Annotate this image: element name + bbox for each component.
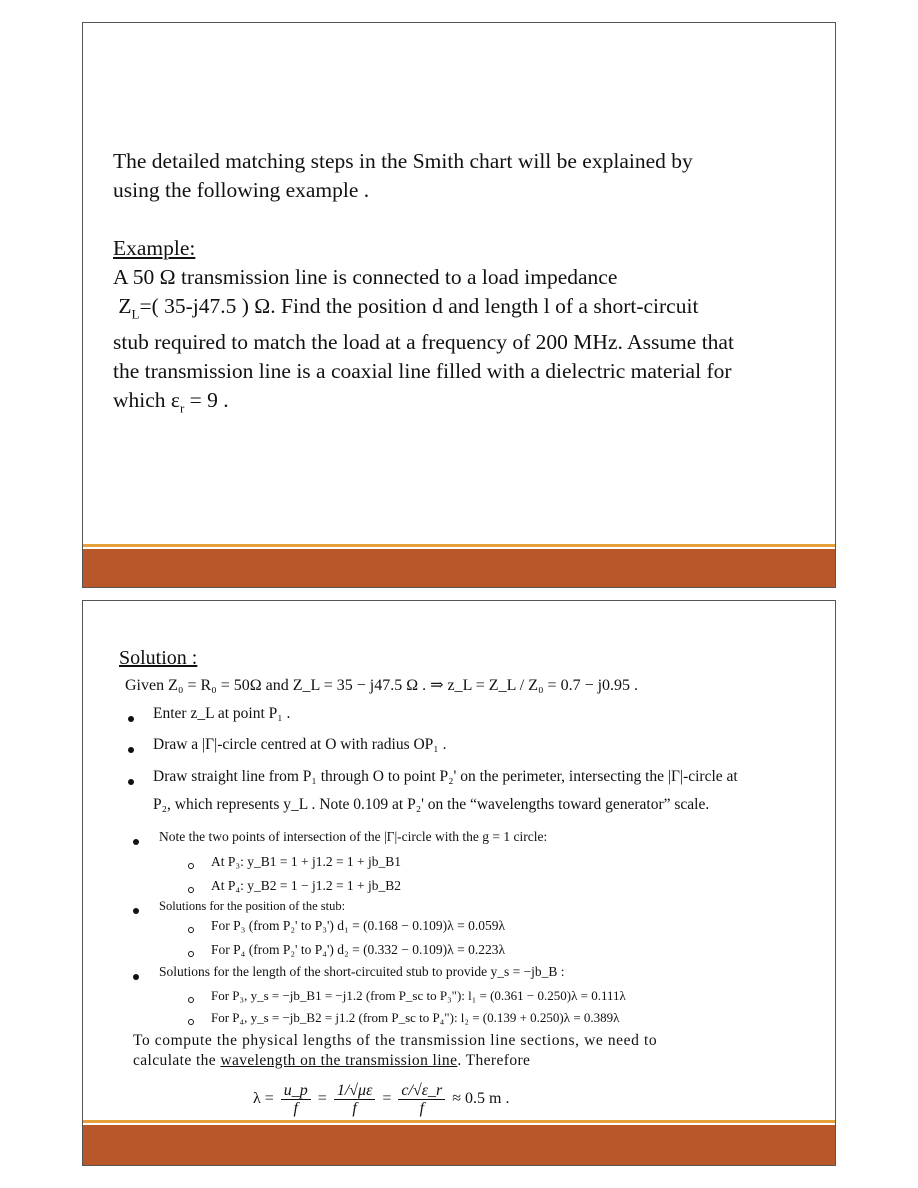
- lambda-equation: λ = $\frac{u\_p}{f}$ = $\frac{1/√\mu\varepsilon}{f}$ = $\frac{c/√\varepsilon\_r}{f}$ ≈ 0.5 m .: [253, 1082, 510, 1117]
- sub-bullet-icon: [188, 997, 194, 1003]
- example-line-5-value: = 9 .: [184, 388, 229, 413]
- sub-bullet-icon: [188, 863, 194, 869]
- bullet-5-sub-1: For P₃ (from P₂' to P₃') d₁ = (0.168 − 0.109)λ = 0.059λ: [211, 918, 506, 933]
- example-line-2: [113, 292, 813, 328]
- slide-2-footer-bar: [83, 1125, 835, 1165]
- fraction-2: [334, 1082, 376, 1117]
- example-heading: Example:: [113, 236, 196, 260]
- footer-stripe: [83, 1120, 835, 1123]
- bullet-icon: [128, 779, 134, 785]
- eq-result: ≈ 0.5 m .: [452, 1090, 510, 1108]
- example-line-3: stub required to match the load at a frequency of 200 MHz. Assume that: [113, 330, 734, 355]
- frac-3-num: c/√ε_r: [398, 1082, 445, 1100]
- paragraph-line-1: To compute the physical lengths of the transmission line sections, we need to: [133, 1032, 658, 1049]
- fraction-3: [398, 1082, 445, 1117]
- epsilon-subscript: r: [179, 400, 185, 416]
- sub-bullet-icon: [188, 1019, 194, 1025]
- bullet-4-sub-2: At P₄: y_B2 = 1 − j1.2 = 1 + jb_B2: [211, 878, 402, 893]
- bullet-4-sub-1: At P₃: y_B1 = 1 + j1.2 = 1 + jb_B1: [211, 854, 402, 869]
- slide-1-body: [113, 147, 813, 423]
- sub-bullet-icon: [188, 927, 194, 933]
- paragraph-line-2-pre: calculate the: [133, 1052, 221, 1069]
- bullet-3-line-2: P₂, which represents y_L . Note 0.109 at P₂' on the “wavelengths toward generator” scale.: [153, 796, 710, 813]
- example-line-1: A 50 Ω transmission line is connected to a load impedance: [113, 265, 618, 289]
- paragraph-line-2: [133, 1052, 530, 1070]
- frac-1-den: f: [293, 1100, 298, 1117]
- wavelength-underlined: wavelength on the transmission line: [220, 1052, 458, 1069]
- frac-3-den: f: [419, 1100, 425, 1117]
- given-line: Given Z₀ = R₀ = 50Ω and Z_L = 35 − j47.5 Ω . ⇒ z_L = Z_L / Z₀ = 0.7 − j0.95 .: [125, 677, 639, 694]
- footer-stripe: [83, 544, 835, 547]
- slide-1-footer-bar: [83, 549, 835, 587]
- bullet-1: Enter z_L at point P₁ .: [153, 705, 291, 722]
- paragraph-line-2-post: . Therefore: [457, 1052, 531, 1069]
- bullet-6-sub-1: For P₃, y_s = −jb_B1 = −j1.2 (from P_sc to P₃"): l₁ = (0.361 − 0.250)λ = 0.111λ: [211, 988, 626, 1003]
- sub-bullet-icon: [188, 887, 194, 893]
- bullet-6: Solutions for the length of the short-circuited stub to provide y_s = −jb_B :: [159, 964, 565, 979]
- frac-1-num: u_p: [281, 1082, 311, 1100]
- slide-1: [82, 22, 836, 588]
- eq-lambda: λ =: [253, 1090, 274, 1108]
- example-line-5: [113, 386, 813, 422]
- frac-2-den: f: [352, 1100, 357, 1117]
- bullet-6-sub-2: For P₄, y_s = −jb_B2 = j1.2 (from P_sc to P₄"): l₂ = (0.139 + 0.250)λ = 0.389λ: [211, 1010, 620, 1025]
- zl-subscript: L: [131, 306, 140, 322]
- intro-line-1: The detailed matching steps in the Smith chart will be explained by: [113, 149, 693, 173]
- bullet-icon: [133, 908, 139, 914]
- intro-line-2: using the following example .: [113, 178, 370, 202]
- slide-2: [82, 600, 836, 1166]
- bullet-3-line-1: Draw straight line from P₁ through O to point P₂' on the perimeter, intersecting the |Γ|-circle at: [153, 768, 738, 785]
- bullet-icon: [133, 839, 139, 845]
- sub-bullet-icon: [188, 951, 194, 957]
- bullet-5-sub-2: For P₄ (from P₂' to P₄') d₂ = (0.332 − 0.109)λ = 0.223λ: [211, 942, 506, 957]
- bullet-4: Note the two points of intersection of the |Γ|-circle with the g = 1 circle:: [159, 829, 548, 844]
- bullet-icon: [128, 716, 134, 722]
- zl-symbol: Z: [118, 294, 132, 318]
- solution-title: Solution :: [119, 647, 198, 669]
- bullet-icon: [133, 974, 139, 980]
- frac-2-num: 1/√με: [334, 1082, 376, 1100]
- which-epsilon: which ε: [113, 388, 180, 413]
- fraction-1: [281, 1082, 311, 1117]
- bullet-5: Solutions for the position of the stub:: [159, 899, 346, 913]
- bullet-2: Draw a |Γ|-circle centred at O with radius OP₁ .: [153, 736, 447, 753]
- bullet-icon: [128, 747, 134, 753]
- example-line-2-text: =( 35-j47.5 ) Ω. Find the position d and length l of a short-circuit: [139, 294, 699, 318]
- example-line-4: the transmission line is a coaxial line filled with a dielectric material for: [113, 359, 732, 384]
